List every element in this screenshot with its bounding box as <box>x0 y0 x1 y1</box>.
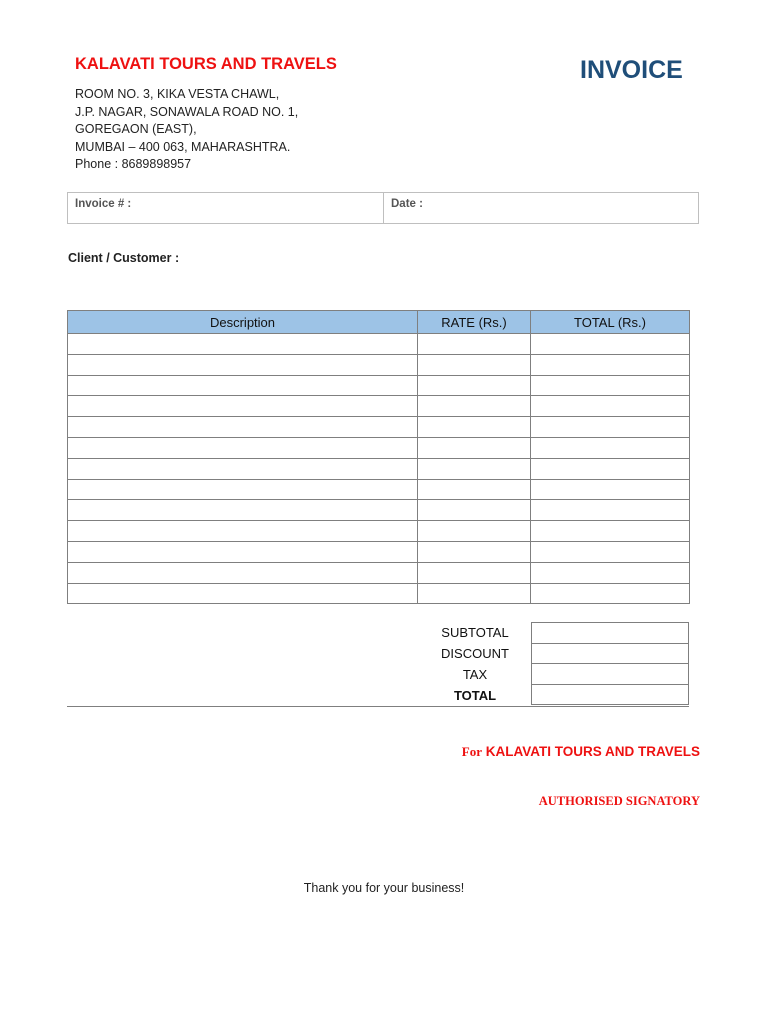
client-label: Client / Customer : <box>68 251 180 265</box>
subtotal-value-cell[interactable] <box>532 623 689 644</box>
rate-cell[interactable] <box>418 334 531 355</box>
rate-cell[interactable] <box>418 375 531 396</box>
description-cell[interactable] <box>68 354 418 375</box>
total-value-cell[interactable] <box>532 684 689 705</box>
table-row <box>68 541 690 562</box>
table-row <box>68 479 690 500</box>
table-row <box>68 562 690 583</box>
for-prefix: For <box>461 744 482 759</box>
subtotal-label: SUBTOTAL <box>441 625 509 640</box>
description-cell[interactable] <box>68 500 418 521</box>
table-row <box>68 354 690 375</box>
description-cell[interactable] <box>68 375 418 396</box>
discount-label: DISCOUNT <box>441 646 509 661</box>
total-cell[interactable] <box>531 500 690 521</box>
for-company-name: KALAVATI TOURS AND TRAVELS <box>485 744 700 759</box>
invoice-number-field[interactable] <box>68 193 384 223</box>
total-cell[interactable] <box>531 437 690 458</box>
address-line: GOREGAON (EAST), <box>75 122 197 136</box>
company-name: KALAVATI TOURS AND TRAVELS <box>75 55 337 73</box>
tax-value-cell[interactable] <box>532 664 689 685</box>
description-header: Description <box>68 311 418 334</box>
rate-cell[interactable] <box>418 500 531 521</box>
total-cell[interactable] <box>531 334 690 355</box>
table-row <box>68 500 690 521</box>
rate-cell[interactable] <box>418 396 531 417</box>
items-table <box>67 310 690 604</box>
description-cell[interactable] <box>68 334 418 355</box>
description-cell[interactable] <box>68 479 418 500</box>
table-row <box>68 375 690 396</box>
total-cell[interactable] <box>531 541 690 562</box>
total-cell[interactable] <box>531 417 690 438</box>
totals-divider <box>67 706 689 707</box>
description-cell[interactable] <box>68 437 418 458</box>
address-line: MUMBAI – 400 063, MAHARASHTRA. <box>75 139 291 154</box>
totals-table <box>531 622 689 705</box>
total-cell[interactable] <box>531 396 690 417</box>
for-company-line <box>462 744 700 760</box>
address-line: J.P. NAGAR, SONAWALA ROAD NO. 1, <box>75 104 299 119</box>
total-label: TOTAL <box>453 688 497 703</box>
table-row <box>68 458 690 479</box>
company-phone: Phone : 8689898957 <box>75 157 192 171</box>
total-cell[interactable] <box>531 479 690 500</box>
discount-value-cell[interactable] <box>532 643 689 664</box>
rate-cell[interactable] <box>418 541 531 562</box>
tax-label: TAX <box>462 667 488 682</box>
total-cell[interactable] <box>531 375 690 396</box>
table-row <box>68 334 690 355</box>
total-cell[interactable] <box>531 583 690 604</box>
table-row <box>68 417 690 438</box>
totals-labels <box>420 622 530 706</box>
items-header-row <box>68 311 690 334</box>
total-cell[interactable] <box>531 562 690 583</box>
table-row <box>68 521 690 542</box>
total-header: TOTAL (Rs.) <box>531 311 690 334</box>
description-cell[interactable] <box>68 583 418 604</box>
rate-cell[interactable] <box>418 437 531 458</box>
total-cell[interactable] <box>531 458 690 479</box>
invoice-title: INVOICE <box>580 56 683 84</box>
rate-cell[interactable] <box>418 458 531 479</box>
description-cell[interactable] <box>68 396 418 417</box>
company-address <box>75 86 298 174</box>
items-body <box>68 334 690 604</box>
table-row <box>68 396 690 417</box>
rate-cell[interactable] <box>418 417 531 438</box>
description-cell[interactable] <box>68 458 418 479</box>
total-cell[interactable] <box>531 354 690 375</box>
date-label: Date : <box>391 198 423 210</box>
table-row <box>68 437 690 458</box>
rate-cell[interactable] <box>418 354 531 375</box>
invoice-meta-box <box>67 192 699 224</box>
rate-cell[interactable] <box>418 479 531 500</box>
description-cell[interactable] <box>68 541 418 562</box>
rate-cell[interactable] <box>418 583 531 604</box>
rate-header: RATE (Rs.) <box>418 311 531 334</box>
address-line: ROOM NO. 3, KIKA VESTA CHAWL, <box>75 87 280 101</box>
description-cell[interactable] <box>68 417 418 438</box>
thank-you-note: Thank you for your business! <box>303 881 465 895</box>
rate-cell[interactable] <box>418 521 531 542</box>
total-cell[interactable] <box>531 521 690 542</box>
authorised-signatory: AUTHORISED SIGNATORY <box>538 794 700 808</box>
table-row <box>68 583 690 604</box>
description-cell[interactable] <box>68 562 418 583</box>
rate-cell[interactable] <box>418 562 531 583</box>
date-field[interactable] <box>384 193 700 223</box>
description-cell[interactable] <box>68 521 418 542</box>
invoice-number-label: Invoice # : <box>75 198 132 210</box>
